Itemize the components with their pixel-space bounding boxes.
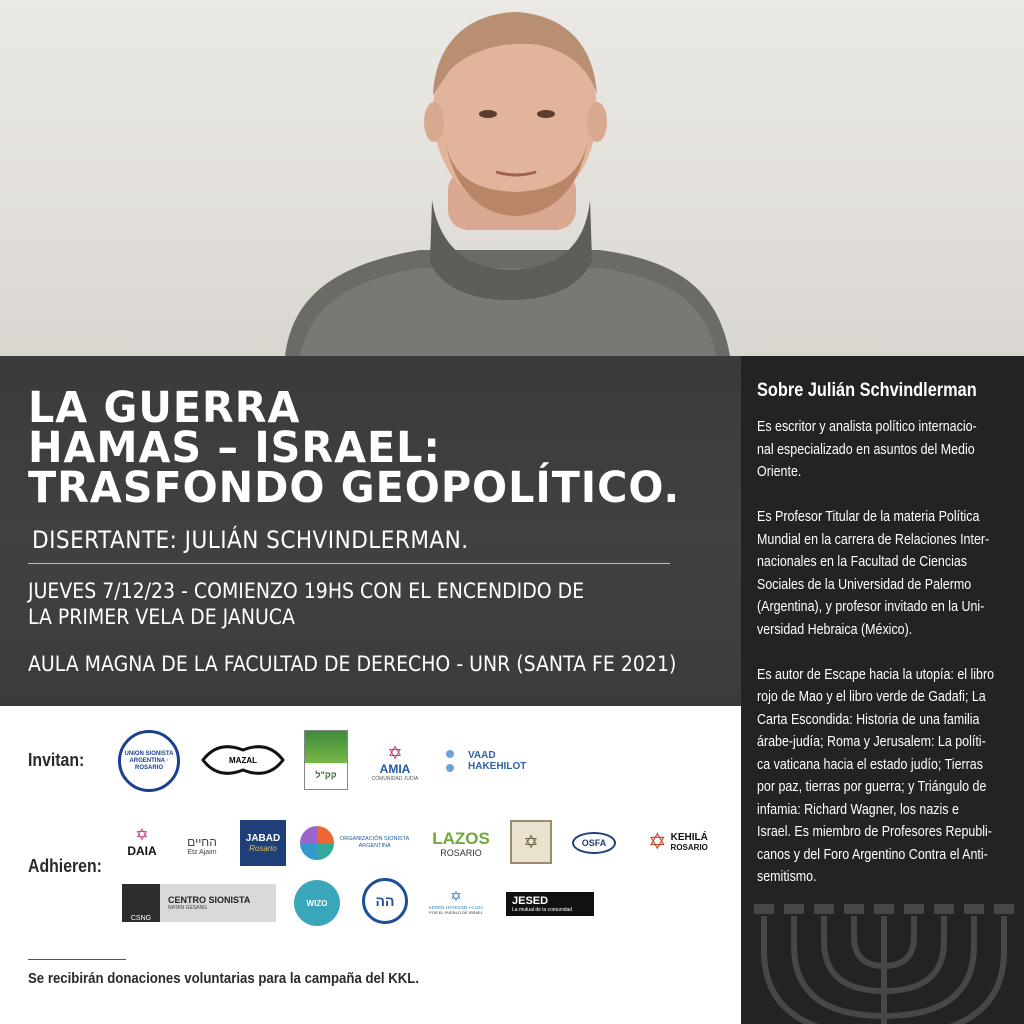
menorah-icon (749, 896, 1019, 1024)
bio-panel (741, 356, 1024, 1024)
bio-paragraph: Es Profesor Titular de la materia Política Mundial en la carrera de Relaciones Inter- nacionales en la Facultad de Ciencias Sociales de la Universidad de Palermo (Argentina), y profesor invitado en la Uni- versidad Hebraica (México). (757, 509, 990, 638)
speaker-photo (0, 0, 1024, 356)
donation-note: Se recibirán donaciones voluntarias para la campaña del KKL. (28, 970, 420, 987)
lazos-rosario-logo: LAZOS ROSARIO (432, 829, 490, 858)
adhere-label: Adhieren: (28, 856, 102, 876)
event-title-block (0, 356, 741, 706)
bio-text (757, 416, 1012, 911)
jabad-rosario-logo: JABAD Rosario (240, 820, 286, 866)
sponsors-section (0, 706, 741, 1024)
daia-logo: ✡ DAIA (127, 827, 157, 858)
event-date: JUEVES 7/12/23 - COMIENZO 19HS CON EL ENCENDIDO DE LA PRIMER VELA DE JANUCA (28, 579, 585, 629)
divider (28, 563, 670, 564)
keren-hayesod-logo: ✡ KEREN HAYESOD • CUJA POR EL PUEBLO DE ISRAEL (428, 887, 484, 915)
kehila-rosario-logo: ✡ KEHILÁ ROSARIO (648, 829, 708, 854)
mazal-logo: MAZAL (198, 736, 288, 784)
vaad-hakehilot-logo: VAAD HAKEHILOT (446, 736, 524, 786)
invite-label: Invitan: (28, 750, 85, 770)
seal-logo: ✡ (510, 820, 552, 864)
jesed-logo: JESED La mutual de la comunidad (506, 892, 594, 916)
osfa-logo: OSFA (566, 828, 622, 858)
wizo-logo: WIZO (294, 880, 340, 926)
organizacion-sionista-logo: ORGANIZACIÓN SIONISTA ARGENTINA (300, 824, 410, 862)
bio-paragraph: Es escritor y analista político internacio- nal especializado en asuntos del Medio Oriente. (757, 419, 977, 480)
footer-divider (28, 959, 126, 960)
bio-paragraph: Es autor de Escape hacia la utopía: el libro rojo de Mao y el libro verde de Gadafi; La Carta Escondida: Historia de una familia árabe-judía; Roma y Jerusalem: La políti- ca vaticana hacia el estado judío; Tierras por paz, tierras por guerra; y Triángulo de infamia: Richard Wagner, los nazis e Israel. Es miembro de Profesores Republi- canos y del Foro Argentino Contra el Anti- semitismo. (757, 666, 995, 885)
speaker-line: DISERTANTE: JULIÁN SCHVINDLERMAN. (32, 526, 469, 554)
hebraica-logo: הה (362, 878, 408, 924)
union-sionista-logo: UNION SIONISTA ARGENTINA · ROSARIO (118, 730, 180, 792)
event-title: LA GUERRA HAMAS – ISRAEL: TRASFONDO GEOPOLÍTICO. (28, 383, 681, 513)
etz-ajaim-logo: החיים Etz Ajaim (187, 834, 217, 856)
centro-sionista-logo: CSNG CENTRO SIONISTA NATAN GESANG (122, 884, 276, 922)
event-venue: AULA MAGNA DE LA FACULTAD DE DERECHO - UNR (SANTA FE 2021) (28, 652, 677, 676)
kkl-logo: קק"ל (304, 730, 348, 790)
amia-logo: ✡ AMIA COMUNIDAD JUDIA (371, 743, 419, 782)
bio-title: Sobre Julián Schvindlerman (757, 380, 977, 401)
